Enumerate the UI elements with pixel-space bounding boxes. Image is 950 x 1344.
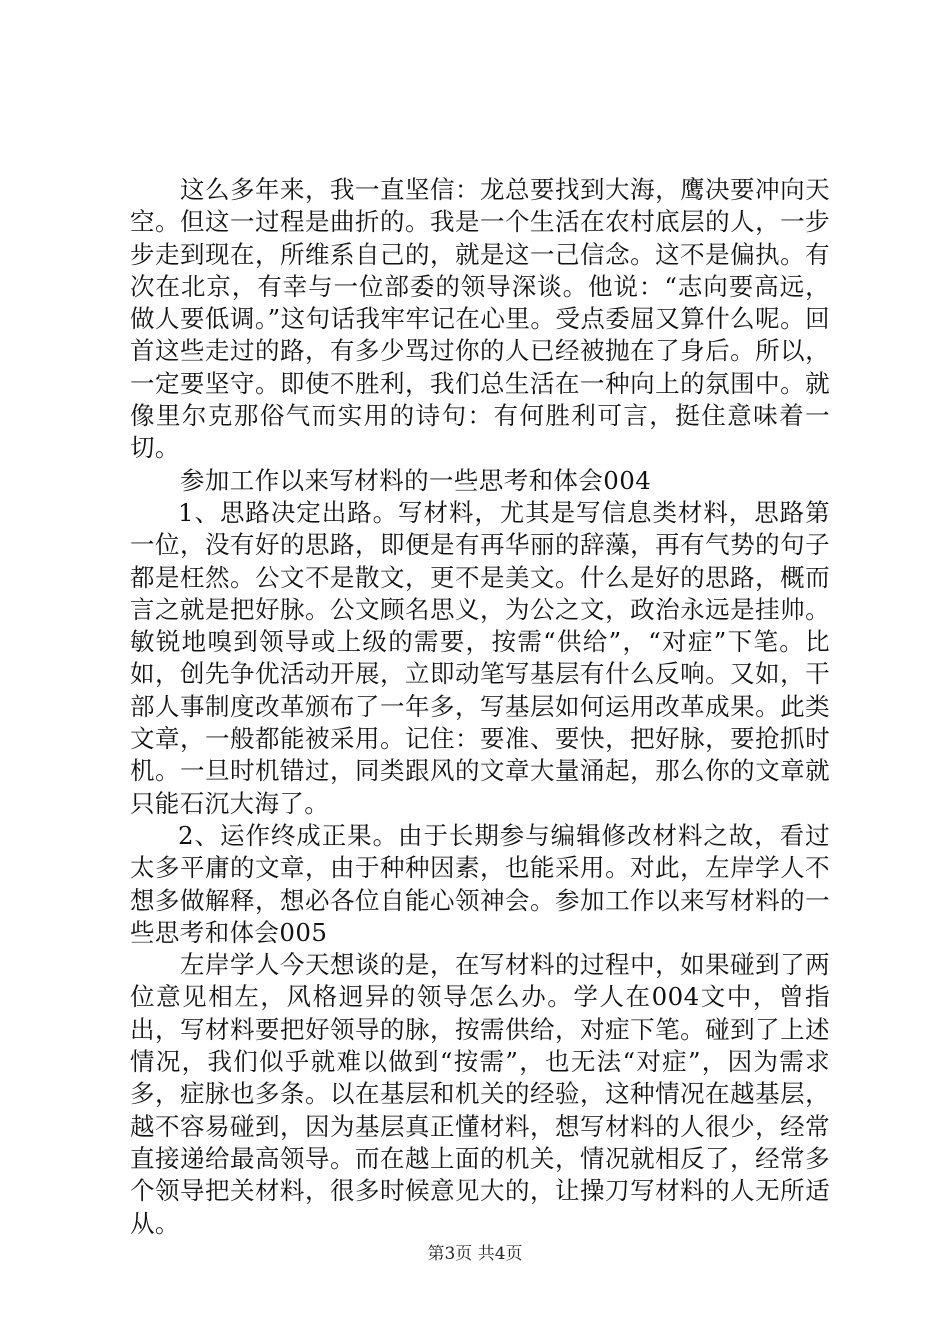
document-body: [130, 174, 830, 1240]
page-number-footer: 第3页 共4页: [427, 1244, 523, 1264]
paragraph-005: 左岸学人今天想谈的是，在写材料的过程中，如果碰到了两位意见相左，风格迥异的领导怎么办。学人在004文中，曾指出，写材料要把好领导的脉，按需供给，对症下笔。碰到了上述情况，我们似乎就难以做到“按需”，也无法“对症”，因为需求多，症脉也多条。以在基层和机关的经验，这种情况在越基层，越不容易碰到，因为基层真正懂材料，想写材料的人很少，经常直接递给最高领导。而在越上面的机关，情况就相反了，经常多个领导把关材料，很多时候意见大的，让操刀写材料的人无所适从。: [130, 950, 830, 1238]
paragraph-belief: 这么多年来，我一直坚信：龙总要找到大海，鹰决要冲向天空。但这一过程是曲折的。我是一个生活在农村底层的人，一步步走到现在，所维系自己的，就是这一己信念。这不是偏执。有次在北京，有幸与一位部委的领导深谈。他说：“志向要高远，做人要低调。”这句话我牢牢记在心里。受点委屈又算什么呢。回首这些走过的路，有多少骂过你的人已经被抛在了身后。所以，一定要坚守。即使不胜利，我们总生活在一种向上的氛围中。就像里尔克那俗气而实用的诗句：有何胜利可言，挺住意味着一切。: [130, 175, 830, 463]
paragraph-point-1: 1、思路决定出路。写材料，尤其是写信息类材料，思路第一位，没有好的思路，即便是有再华丽的辞藻，再有气势的句子都是枉然。公文不是散文，更不是美文。什么是好的思路，概而言之就是把好脉。公文顾名思义，为公之文，政治永远是挂帅。敏锐地嗅到领导或上级的需要，按需“供给”，“对症”下笔。比如，创先争优活动开展，立即动笔写基层有什么反响。又如，干部人事制度改革颁布了一年多，写基层如何运用改革成果。此类文章，一般都能被采用。记住：要准、要快，把好脉，要抢抓时机。一旦时机错过，同类跟风的文章大量涌起，那么你的文章就只能石沉大海了。: [130, 497, 830, 818]
paragraph-point-2: 2、运作终成正果。由于长期参与编辑修改材料之故，看过太多平庸的文章，由于种种因素，也能采用。对此，左岸学人不想多做解释，想必各位自能心领神会。参加工作以来写材料的一些思考和体会005: [130, 820, 830, 947]
section-heading-004: 参加工作以来写材料的一些思考和体会004: [180, 465, 652, 495]
